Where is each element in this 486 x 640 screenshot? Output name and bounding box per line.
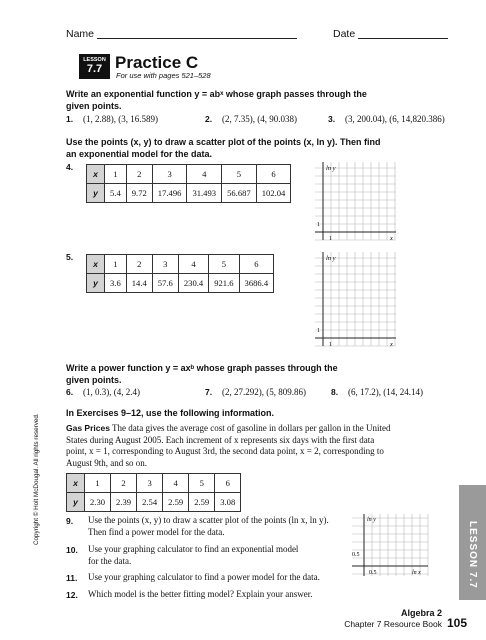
problem-text: (2, 27.292), (5, 809.86) bbox=[222, 387, 306, 397]
date-label: Date bbox=[333, 28, 356, 40]
section4-instruction: In Exercises 9–12, use the following information. bbox=[66, 408, 275, 418]
table-cell: 1 bbox=[105, 255, 127, 274]
problem-number: 3. bbox=[328, 114, 336, 124]
table-header-y: y bbox=[87, 184, 105, 203]
section2-instruction: Use the points (x, y) to draw a scatter plot of the points (x, ln y). Then find an exponential model for the data. bbox=[66, 137, 381, 159]
table-cell: 2.59 bbox=[189, 493, 215, 512]
problem-number: 5. bbox=[66, 252, 74, 262]
copyright-notice: Copyright © Holt McDougal. All rights reserved. bbox=[33, 413, 40, 545]
page-title: Practice C bbox=[115, 53, 199, 72]
data-table-4 bbox=[86, 164, 291, 203]
table-cell: 3 bbox=[152, 165, 187, 184]
table-header-x: x bbox=[67, 474, 85, 493]
problem-number: 2. bbox=[205, 114, 213, 124]
table-cell: 6 bbox=[215, 474, 241, 493]
y-axis-label: ln y bbox=[326, 165, 336, 172]
lesson-badge-label: LESSON bbox=[83, 57, 106, 63]
table-cell: 6 bbox=[239, 255, 274, 274]
table-cell: 3686.4 bbox=[239, 274, 274, 293]
table-cell: 1 bbox=[85, 474, 111, 493]
gas-data-table bbox=[66, 473, 241, 512]
problem-number: 8. bbox=[331, 387, 339, 397]
x-axis-label: x bbox=[390, 341, 393, 348]
grid bbox=[315, 162, 396, 240]
table-header-x: x bbox=[87, 255, 105, 274]
table-cell: 3.08 bbox=[215, 493, 241, 512]
y-tick-label: 1 bbox=[317, 222, 320, 228]
y-tick-label: 1 bbox=[317, 328, 320, 334]
table-header-y: y bbox=[67, 493, 85, 512]
name-field[interactable] bbox=[97, 38, 297, 39]
table-cell: 2.39 bbox=[111, 493, 137, 512]
table-header-x: x bbox=[87, 165, 105, 184]
x-axis-label: ln x bbox=[412, 570, 421, 576]
page-subtitle: For use with pages 521–528 bbox=[116, 71, 211, 80]
problem-text: Use the points (x, y) to draw a scatter plot of the points (ln x, ln y). Then find a power model for the data. bbox=[88, 515, 329, 537]
problem-text: (2, 7.35), (4, 90.038) bbox=[222, 114, 297, 124]
table-cell: 6 bbox=[256, 165, 291, 184]
table-cell: 3 bbox=[152, 255, 178, 274]
page-number: 105 bbox=[447, 616, 468, 630]
problem-number: 9. bbox=[66, 516, 74, 526]
y-tick-label: 0.5 bbox=[352, 552, 360, 558]
problem-text: (1, 0.3), (4, 2.4) bbox=[83, 387, 140, 397]
grid bbox=[352, 514, 428, 576]
table-cell: 5 bbox=[222, 165, 257, 184]
lesson-badge bbox=[79, 54, 110, 79]
table-cell: 3 bbox=[137, 474, 163, 493]
problem-text: (1, 2.88), (3, 16.589) bbox=[83, 114, 158, 124]
table-cell: 4 bbox=[187, 165, 222, 184]
table-cell: 57.6 bbox=[152, 274, 178, 293]
problem-number: 1. bbox=[66, 114, 74, 124]
table-cell: 2.54 bbox=[137, 493, 163, 512]
gas-prices-paragraph: Gas Prices The data gives the average cost of gasoline in dollars per gallon in the United States during August 2005. Each increment of x represents six days with the first data point, x = 1, corresponding to August 3rd, the second data point, x = 2, corresponding to August 9th, and so on. bbox=[66, 423, 391, 468]
table-cell: 56.687 bbox=[222, 184, 257, 203]
table-cell: 2 bbox=[111, 474, 137, 493]
problem-number: 11. bbox=[66, 573, 78, 583]
graph-4[interactable] bbox=[313, 160, 398, 242]
problem-text: Which model is the better fitting model? Explain your answer. bbox=[88, 589, 313, 599]
table-cell: 5.4 bbox=[105, 184, 127, 203]
problem-number: 4. bbox=[66, 162, 74, 172]
table-cell: 1 bbox=[105, 165, 127, 184]
table-cell: 4 bbox=[163, 474, 189, 493]
problem-number: 6. bbox=[66, 387, 74, 397]
y-axis-label: ln y bbox=[367, 517, 376, 523]
section1-instruction: Write an exponential function y = abˣ whose graph passes through the given points. bbox=[66, 89, 367, 111]
lesson-tab-label: LESSON 7.7 bbox=[467, 521, 478, 589]
table-header-y: y bbox=[87, 274, 105, 293]
lesson-badge-number: 7.7 bbox=[86, 63, 103, 75]
table-cell: 2.59 bbox=[163, 493, 189, 512]
y-axis-label: ln y bbox=[326, 255, 336, 262]
table-cell: 2.30 bbox=[85, 493, 111, 512]
footer-book-title: Algebra 2 bbox=[400, 608, 442, 618]
table-cell: 5 bbox=[189, 474, 215, 493]
x-tick-label: 1 bbox=[329, 236, 332, 242]
table-cell: 9.72 bbox=[126, 184, 152, 203]
section1-items bbox=[66, 114, 466, 126]
problem-text: Use your graphing calculator to find an exponential model for the data. bbox=[88, 544, 299, 566]
problem-text: (6, 17.2), (14, 24.14) bbox=[348, 387, 423, 397]
data-table-5 bbox=[86, 254, 274, 293]
x-tick-label: 0.5 bbox=[369, 570, 377, 576]
table-cell: 102.04 bbox=[256, 184, 291, 203]
table-cell: 2 bbox=[126, 165, 152, 184]
table-cell: 3.6 bbox=[105, 274, 127, 293]
x-tick-label: 1 bbox=[329, 342, 332, 348]
table-cell: 5 bbox=[209, 255, 239, 274]
table-cell: 230.4 bbox=[178, 274, 208, 293]
problem-text: Use your graphing calculator to find a power model for the data. bbox=[88, 572, 320, 582]
table-cell: 921.6 bbox=[209, 274, 239, 293]
footer-book-subtitle: Chapter 7 Resource Book bbox=[344, 619, 442, 629]
table-cell: 17.496 bbox=[152, 184, 187, 203]
table-cell: 2 bbox=[126, 255, 152, 274]
problem-text: (3, 200.04), (6, 14,820.386) bbox=[345, 114, 445, 124]
section3-items bbox=[66, 387, 466, 399]
table-cell: 31.493 bbox=[187, 184, 222, 203]
table-cell: 4 bbox=[178, 255, 208, 274]
date-field[interactable] bbox=[358, 38, 448, 39]
section3-instruction: Write a power function y = axᵇ whose graph passes through the given points. bbox=[66, 363, 338, 385]
problem-number: 12. bbox=[66, 590, 78, 600]
x-axis-label: x bbox=[390, 235, 393, 242]
grid bbox=[315, 252, 396, 346]
problem-number: 7. bbox=[205, 387, 213, 397]
name-label: Name bbox=[66, 28, 95, 40]
table-cell: 14.4 bbox=[126, 274, 152, 293]
graph-9[interactable] bbox=[350, 512, 430, 578]
problem-number: 10. bbox=[66, 545, 78, 555]
graph-5[interactable] bbox=[313, 250, 398, 350]
